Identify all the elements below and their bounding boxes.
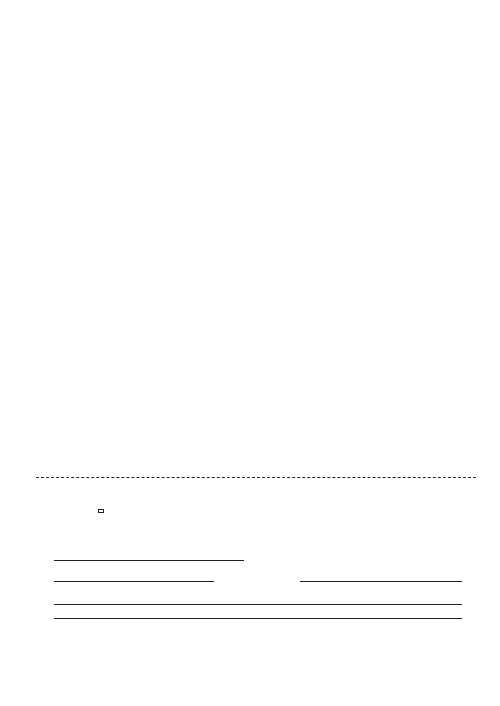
area-selected[interactable] xyxy=(98,509,104,513)
cut-line xyxy=(36,477,476,478)
address-underline-2[interactable] xyxy=(54,618,462,619)
companion-contact-underline[interactable] xyxy=(300,581,462,582)
address-underline[interactable] xyxy=(54,604,462,605)
companion-underline[interactable] xyxy=(54,581,214,582)
name-underline xyxy=(54,560,244,561)
